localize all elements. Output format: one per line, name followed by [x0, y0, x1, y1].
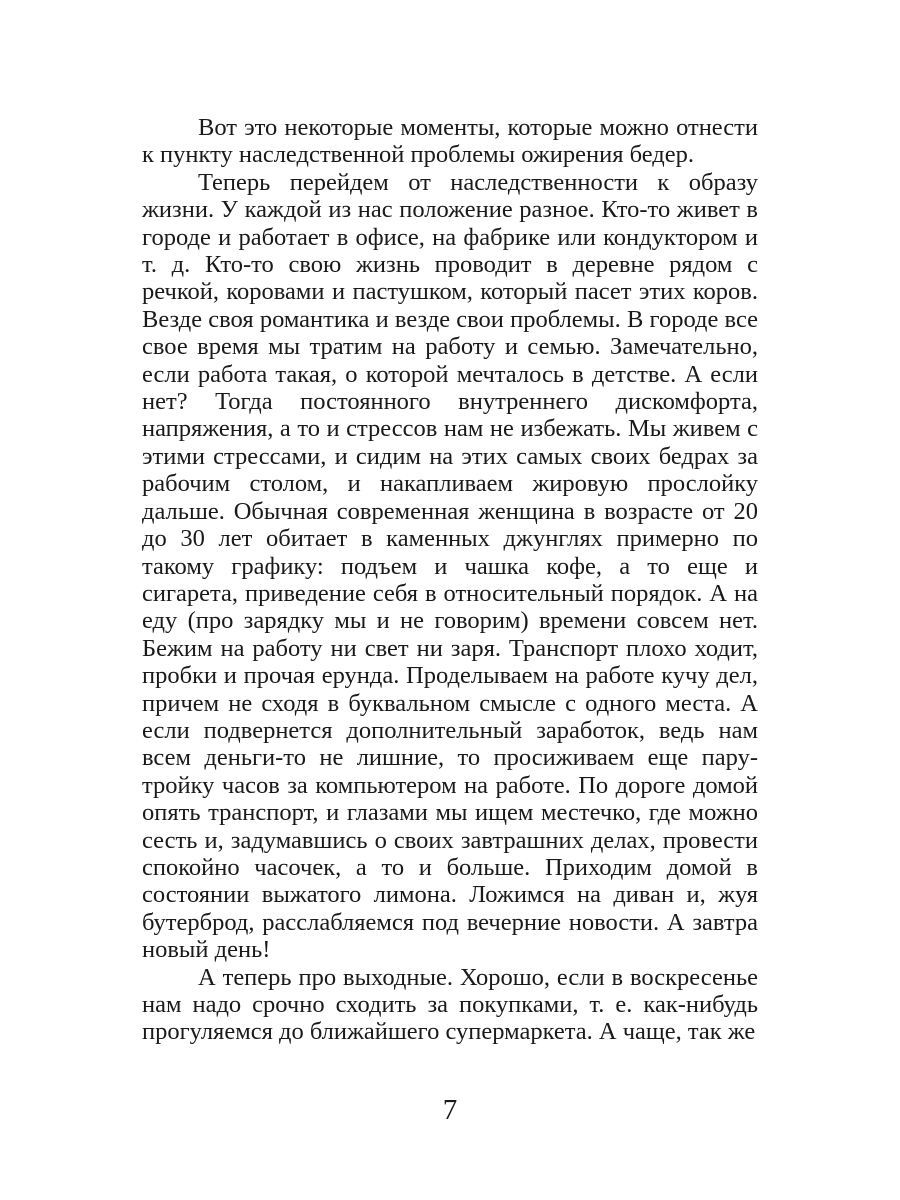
- paragraph-2: Теперь перейдем от наследственности к образу жизни. У каждой из нас положение разное. Кто-то живет в городе и работает в офисе, на фабрике или кондуктором и т. д. Кто-то свою жизнь проводит в деревне рядом с речкой, коровами и пастушком, который пасет этих коров. Везде своя романтика и везде свои проблемы. В городе все свое время мы тратим на работу и семью. Замечательно, если работа такая, о которой мечталось в детстве. А если нет? Тогда постоянного внутреннего дискомфорта, напряжения, а то и стрессов нам не избежать. Мы живем с этими стрессами, и сидим на этих самых своих бедрах за рабочим столом, и накапливаем жировую прослойку дальше. Обычная современная женщина в возрасте от 20 до 30 лет обитает в каменных джунглях примерно по такому графику: подъем и чашка кофе, а то еще и сигарета, приведение себя в относительный порядок. А на еду (про зарядку мы и не говорим) времени совсем нет. Бежим на работу ни свет ни заря. Транспорт плохо ходит, пробки и прочая ерунда. Проделываем на работе кучу дел, причем не сходя в буквальном смысле с одного места. А если подвернется дополнительный заработок, ведь нам всем деньги-то не лишние, то просиживаем еще пару-тройку часов за компьютером на работе. По дороге домой опять транспорт, и глазами мы ищем местечко, где можно сесть и, задумавшись о своих завтрашних делах, провести спокойно часочек, а то и больше. Приходим домой в состоянии выжатого лимона. Ложимся на диван и, жуя бутерброд, расслабляемся под вечерние новости. А завтра новый день!: [142, 168, 758, 964]
- page-number: 7: [442, 1094, 458, 1126]
- paragraph-3: А теперь про выходные. Хорошо, если в воскресенье нам надо срочно сходить за покупками, т. е. как-нибудь прогуляемся до ближайшего супермаркета. А чаще, так же: [142, 963, 758, 1046]
- body-text: [142, 114, 758, 1046]
- paragraph-1: Вот это некоторые моменты, которые можно отнести к пункту наследственной проблемы ожирения бедер.: [142, 114, 758, 169]
